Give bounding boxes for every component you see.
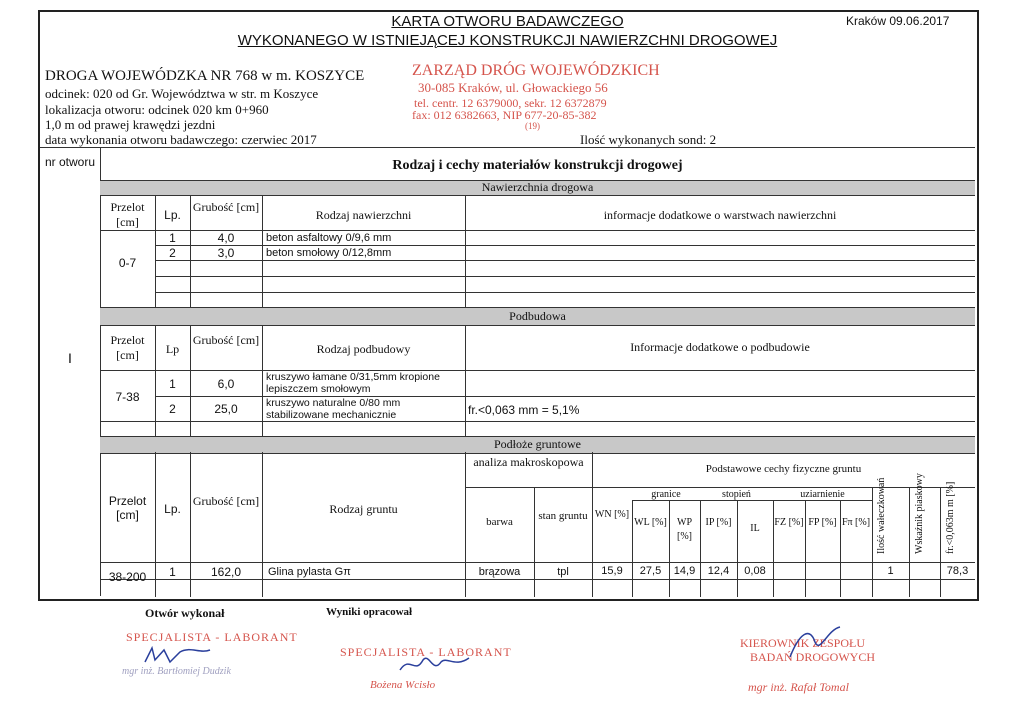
zdw-stamp-line1: ZARZĄD DRÓG WOJEWÓDZKICH: [412, 62, 660, 79]
base-przelot-header: Przelot [cm]: [110, 333, 145, 362]
signature-2: [395, 650, 475, 680]
surface-lp-header: Lp.: [164, 208, 181, 222]
soil-col-wp: [669, 500, 670, 597]
soil-row-fr: 78,3: [946, 565, 969, 577]
soil-title: Podłoże gruntowe: [494, 437, 581, 451]
soil-il-header: IL: [750, 523, 760, 534]
soil-col-fz: [773, 500, 774, 597]
place-date: Kraków 09.06.2017: [846, 14, 950, 28]
base-row1-rodzaj: kruszywo łamane 0/31,5mm kropione lepiszczem smołowym: [266, 371, 440, 395]
surface-row1-lp: 1: [169, 231, 176, 245]
zdw-stamp-line3: tel. centr. 12 6379000, sekr. 12 6372879: [414, 96, 607, 110]
soil-przelot: 38-200: [108, 570, 147, 584]
surface-row1-rodzaj: beton asfaltowy 0/9,6 mm: [266, 232, 392, 244]
zdw-stamp-line4: fax: 012 6382663, NIP 677-20-85-382: [412, 108, 597, 122]
date-done: data wykonania otworu badawczego: czerwiec 2017: [45, 132, 317, 147]
surface-info-header: informacje dodatkowe o warstwach nawierzchni: [603, 208, 837, 222]
soil-row-line: [100, 579, 975, 580]
card-title: KARTA OTWORU BADAWCZEGO: [391, 13, 624, 30]
base-lp-header: Lp: [165, 342, 180, 356]
signature-3: [785, 622, 845, 662]
soil-wn-header: WN [%]: [594, 509, 630, 520]
base-row2-rodzaj: kruszywo naturalne 0/80 mm stabilizowane mechanicznie: [266, 397, 401, 421]
header-divider: [40, 147, 975, 148]
base-grubosc-header: Grubość [cm]: [192, 333, 260, 347]
soil-row-stan: tpl: [557, 566, 569, 578]
surface-row-line4: [155, 292, 975, 293]
soil-walcz-header: Ilość wałeczkowań: [876, 477, 887, 554]
soil-col-rodzaj: [262, 452, 263, 597]
surface-grubosc-header: Grubość [cm]: [192, 200, 260, 214]
probes-count: Ilość wykonanych sond: 2: [580, 132, 717, 147]
soil-header-line: [100, 562, 975, 563]
soil-granice-header: granice: [651, 489, 681, 500]
soil-col-stan: [534, 487, 535, 597]
name-3: mgr inż. Rafał Tomal: [748, 680, 849, 694]
base-header-line: [100, 370, 975, 371]
surface-title: Nawierzchnia drogowa: [481, 180, 594, 194]
main-title: Rodzaj i cechy materiałów konstrukcji drogowej: [392, 158, 683, 173]
zdw-stamp-line5: (19): [525, 121, 540, 131]
soil-col-wsk: [909, 487, 910, 597]
soil-fpi-header: Fπ [%]: [841, 517, 871, 528]
base-row2-info: fr.<0,063 mm = 5,1%: [468, 403, 580, 417]
soil-col-fr: [940, 487, 941, 597]
hole-number: I: [68, 350, 72, 366]
soil-row-walcz: 1: [887, 565, 894, 577]
soil-row-grubosc: 162,0: [210, 565, 242, 579]
nr-otworu-label: nr otworu: [44, 155, 96, 169]
soil-lp-header: Lp.: [164, 502, 181, 516]
soil-stan-header: stan gruntu: [538, 510, 588, 522]
surface-row1-grubosc: 4,0: [217, 231, 235, 245]
soil-row-rodzaj: Glina pylasta Gπ: [268, 566, 351, 578]
surface-row-line1: [155, 245, 975, 246]
surface-row2-grubosc: 3,0: [217, 246, 235, 260]
soil-row-barwa: brązowa: [478, 566, 521, 578]
soil-col-fpi: [840, 500, 841, 597]
soil-row-ip: 12,4: [707, 565, 730, 577]
soil-col-fp: [805, 500, 806, 597]
soil-analiza-header: analiza makroskopowa: [473, 455, 584, 469]
base-row1-lp: 1: [169, 377, 176, 391]
surface-row2-lp: 2: [169, 246, 176, 260]
soil-row-lp: 1: [169, 565, 176, 579]
zdw-stamp-line2: 30-085 Kraków, ul. Głowackiego 56: [418, 80, 608, 95]
soil-row-wp: 14,9: [673, 565, 696, 577]
stamp-specjalista-2: SPECJALISTA - LABORANT: [340, 645, 512, 659]
soil-col-walcz: [872, 487, 873, 597]
soil-barwa-header: barwa: [486, 516, 513, 528]
road-section: odcinek: 020 od Gr. Województwa w str. m Koszyce: [45, 86, 319, 101]
stamp-kierownik-2: BADAŃ DROGOWYCH: [750, 650, 875, 664]
soil-cechy-header: Podstawowe cechy fizyczne gruntu: [705, 463, 862, 475]
footer-wykonal-label: Otwór wykonał: [145, 606, 225, 620]
hole-location: lokalizacja otworu: odcinek 020 km 0+960: [45, 102, 269, 117]
surface-row2-rodzaj: beton smołowy 0/12,8mm: [266, 247, 392, 259]
soil-wp-header: WP [%]: [677, 517, 692, 542]
soil-rodzaj-header: Rodzaj gruntu: [329, 502, 398, 516]
surface-rodzaj-header: Rodzaj nawierzchni: [315, 208, 412, 222]
soil-fr-header: fr.<0,063m m [%]: [945, 481, 956, 554]
soil-col-wl: [632, 500, 633, 597]
footer-opracowal-label: Wyniki opracował: [326, 606, 413, 618]
soil-row-il: 0,08: [744, 565, 766, 577]
soil-col-il: [737, 500, 738, 597]
soil-uziarnienie-header: uziarnienie: [800, 489, 845, 500]
soil-wl-header: WL [%]: [634, 517, 667, 528]
surface-przelot-header: Przelot [cm]: [110, 200, 145, 229]
soil-przelot-header: Przelot [cm]: [108, 494, 147, 522]
base-title: Podbudowa: [509, 309, 566, 323]
base-info-header: Informacje dodatkowe o podbudowie: [630, 340, 810, 354]
soil-row-wl: 27,5: [639, 565, 662, 577]
soil-col-ip: [700, 500, 701, 597]
signature-1: [140, 640, 230, 670]
soil-row-wn: 15,9: [601, 565, 623, 577]
base-row2-grubosc: 25,0: [214, 402, 238, 416]
soil-fp-header: FP [%]: [808, 517, 837, 528]
name-1: mgr inż. Bartłomiej Dudzik: [122, 666, 231, 677]
base-rodzaj-header: Rodzaj podbudowy: [316, 342, 411, 356]
stamp-specjalista-1: SPECJALISTA - LABORANT: [126, 630, 298, 644]
soil-fz-header: FZ [%]: [774, 517, 804, 528]
soil-sub-line: [632, 500, 872, 501]
card-subtitle: WYKONANEGO W ISTNIEJĄCEJ KONSTRUKCJI NAWIERZCHNI DROGOWEJ: [237, 32, 778, 49]
surface-przelot: 0-7: [118, 256, 137, 270]
base-przelot: 7-38: [115, 390, 140, 404]
name-2: Bożena Wcisło: [370, 679, 436, 691]
base-row2-lp: 2: [169, 402, 176, 416]
soil-stopien-header: stopień: [722, 489, 751, 500]
soil-grubosc-header: Grubość [cm]: [192, 494, 260, 508]
surface-row-line2: [155, 260, 975, 261]
soil-analiza-line: [465, 487, 592, 488]
hole-offset: 1,0 m od prawej krawędzi jezdni: [45, 117, 216, 132]
surface-row-line3: [155, 276, 975, 277]
soil-wsk-header: Wskaźnik piaskowy: [914, 473, 925, 554]
base-row1-grubosc: 6,0: [217, 377, 235, 391]
base-row-line2: [100, 421, 975, 422]
road-name: DROGA WOJEWÓDZKA NR 768 w m. KOSZYCE: [45, 68, 365, 84]
stamp-kierownik-1: KIEROWNIK ZESPOŁU: [740, 636, 865, 650]
soil-ip-header: IP [%]: [705, 517, 732, 528]
